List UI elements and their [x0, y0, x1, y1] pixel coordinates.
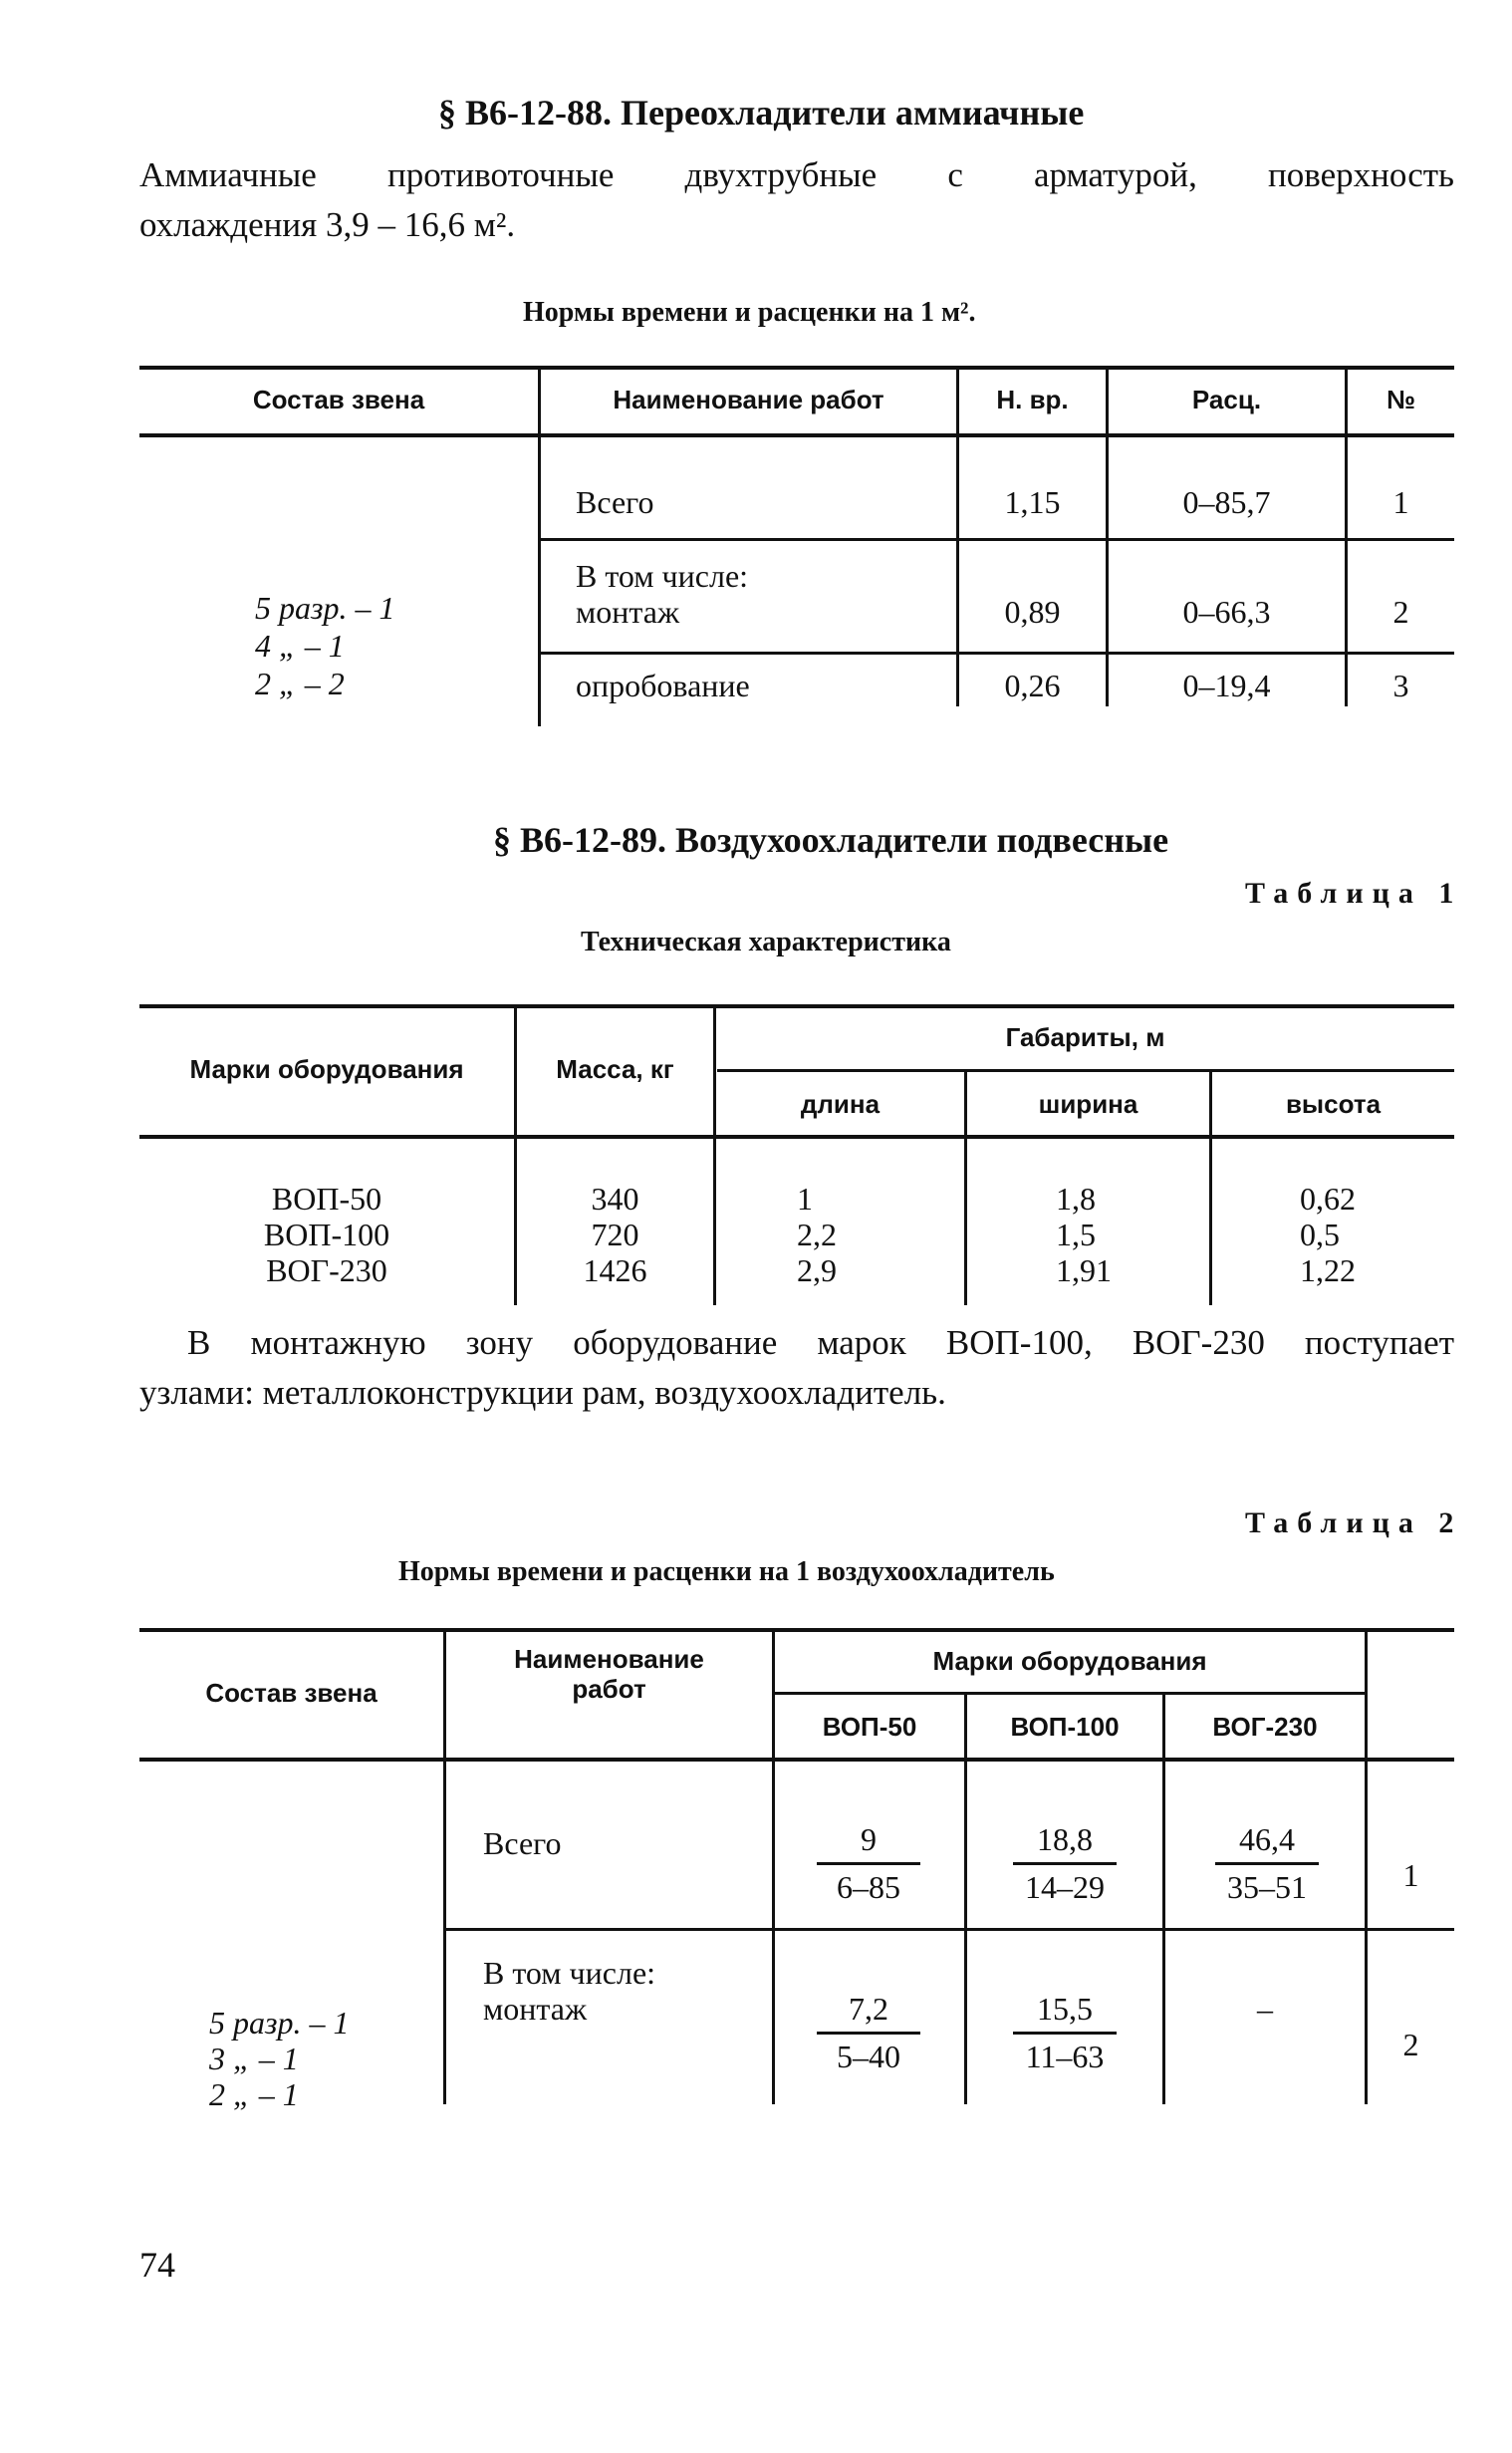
- t2-nvr: 9: [861, 1821, 877, 1857]
- t1-shirina: 1,91: [1056, 1252, 1112, 1288]
- table-header-rule: [139, 1135, 1454, 1139]
- intro-line-1: Аммиачные противоточные двухтрубные с арматурой, поверхность: [139, 155, 1454, 194]
- fraction-bar: [1215, 1862, 1319, 1865]
- table-caption-2: Техническая характеристика: [581, 927, 951, 957]
- t2-fraction: [817, 1821, 920, 1906]
- row-divider: [443, 1928, 1454, 1931]
- header-no: №: [1386, 385, 1415, 414]
- header-gabarity: Габариты, м: [1005, 1022, 1165, 1052]
- row-name: Всего: [576, 484, 654, 520]
- header-vysota: высота: [1285, 1089, 1382, 1119]
- table-label-1: Таблица 1: [1245, 877, 1463, 910]
- t2-rasc: 6–85: [837, 1869, 900, 1905]
- row-nvr: 0,26: [1004, 668, 1061, 703]
- t1-dlina: 1: [797, 1181, 813, 1217]
- col-divider: [1345, 368, 1348, 706]
- header-dlina: длина: [800, 1089, 881, 1119]
- t2-row-no: 2: [1402, 2027, 1419, 2062]
- t1-marka: ВОП-100: [263, 1217, 390, 1252]
- row-rasc: 0–85,7: [1182, 484, 1271, 520]
- table-label-2: Таблица 2: [1245, 1506, 1463, 1539]
- col-divider: [538, 368, 541, 726]
- t1-massa: 720: [591, 1217, 639, 1252]
- row-rasc: 0–66,3: [1182, 594, 1271, 630]
- header-naim: Наименование: [514, 1644, 704, 1674]
- row-divider: [772, 1692, 1365, 1695]
- t2-rasc: 14–29: [1025, 1869, 1105, 1905]
- t1-vysota: 0,5: [1300, 1217, 1340, 1252]
- col-divider: [772, 1630, 775, 2104]
- header-marka: Марки оборудования: [189, 1054, 464, 1084]
- row-nvr: 1,15: [1004, 484, 1061, 520]
- section-title-2: § В6-12-89. Воздухоохладители подвесные: [493, 820, 1169, 860]
- col-divider: [964, 1694, 967, 2104]
- t1-dlina: 2,2: [797, 1217, 837, 1252]
- header-marki: Марки оборудования: [932, 1646, 1207, 1676]
- header-rasc: Расц.: [1191, 385, 1262, 414]
- row-name: монтаж: [576, 594, 680, 630]
- t1-marka: ВОП-50: [271, 1181, 382, 1217]
- col-divider: [1162, 1694, 1165, 2104]
- t2-fraction: [1215, 1821, 1319, 1906]
- table-caption-1: Нормы времени и расценки на 1 м².: [523, 297, 976, 328]
- t1-massa: 340: [591, 1181, 639, 1217]
- fraction-bar: [817, 2032, 920, 2035]
- t2-fraction: [1013, 1991, 1117, 2075]
- table-top-rule: [139, 1004, 1454, 1008]
- header-nvr: Н. вр.: [996, 385, 1069, 414]
- crew-line: 2 „ – 2: [255, 666, 345, 701]
- header-naim-2: работ: [572, 1674, 646, 1704]
- header-shirina: ширина: [1038, 1089, 1138, 1119]
- header-m2: ВОП-100: [1010, 1712, 1120, 1742]
- row-no: 2: [1392, 594, 1409, 630]
- crew-line: 5 разр. – 1: [255, 590, 395, 626]
- header-sostav: Состав звена: [205, 1678, 378, 1708]
- t2-row-name: монтаж: [483, 1991, 588, 2027]
- crew-line: 4 „ – 1: [255, 628, 345, 664]
- header-sostav: Состав звена: [252, 385, 425, 414]
- row-divider: [717, 1069, 1454, 1072]
- row-divider: [538, 652, 1454, 655]
- note-line-1: В монтажную зону оборудование марок ВОП-100, ВОГ-230 поступает: [187, 1323, 1454, 1362]
- header-naim: Наименование работ: [613, 385, 884, 414]
- table-top-rule: [139, 366, 1454, 370]
- section-title-1: § В6-12-88. Переохладители аммиачные: [438, 93, 1085, 133]
- crew-line: 2 „ – 1: [209, 2076, 299, 2112]
- t2-nvr: 7,2: [849, 1991, 888, 2027]
- page-number: 74: [139, 2245, 175, 2285]
- row-no: 1: [1392, 484, 1409, 520]
- t1-vysota: 1,22: [1300, 1252, 1356, 1288]
- t2-fraction: [1013, 1821, 1117, 1906]
- row-rasc: 0–19,4: [1182, 668, 1271, 703]
- header-m3: ВОГ-230: [1212, 1712, 1318, 1742]
- crew-line: 5 разр. – 1: [209, 2005, 350, 2041]
- t2-fraction: [817, 1991, 920, 2075]
- t1-shirina: 1,5: [1056, 1217, 1096, 1252]
- fraction-bar: [1013, 2032, 1117, 2035]
- col-divider: [1106, 368, 1109, 706]
- header-m1: ВОП-50: [822, 1712, 917, 1742]
- row-divider: [538, 538, 1454, 541]
- table-header-rule: [139, 433, 1454, 437]
- row-no: 3: [1392, 668, 1409, 703]
- note-line-2: узлами: металлоконструкции рам, воздухоохладитель.: [139, 1373, 946, 1412]
- t2-nvr: 46,4: [1239, 1821, 1295, 1857]
- t2-row-no: 1: [1402, 1857, 1419, 1893]
- table-header-rule: [139, 1758, 1454, 1762]
- row-nvr: 0,89: [1004, 594, 1061, 630]
- t2-nvr: 15,5: [1037, 1991, 1093, 2027]
- t1-vysota: 0,62: [1300, 1181, 1356, 1217]
- row-name-prefix: В том числе:: [576, 558, 749, 594]
- fraction-bar: [817, 1862, 920, 1865]
- col-divider: [956, 368, 959, 706]
- header-massa: Масса, кг: [556, 1054, 674, 1084]
- crew-line: 3 „ – 1: [209, 2041, 299, 2076]
- t2-rasc: 35–51: [1227, 1869, 1307, 1905]
- t2-rasc: 5–40: [837, 2039, 900, 2074]
- fraction-bar: [1013, 1862, 1117, 1865]
- t2-rasc: 11–63: [1025, 2039, 1105, 2074]
- t1-dlina: 2,9: [797, 1252, 837, 1288]
- row-name: опробование: [576, 668, 750, 703]
- t2-row-name: Всего: [483, 1825, 562, 1861]
- t2-row-name-prefix: В том числе:: [483, 1955, 656, 1991]
- table-top-rule: [139, 1628, 1454, 1632]
- table-caption-3: Нормы времени и расценки на 1 воздухоохладитель: [398, 1556, 1055, 1587]
- t1-shirina: 1,8: [1056, 1181, 1096, 1217]
- t1-marka: ВОГ-230: [266, 1252, 387, 1288]
- t2-nvr: 18,8: [1037, 1821, 1093, 1857]
- t2-dash: –: [1257, 1991, 1273, 2027]
- intro-line-2: охлаждения 3,9 – 16,6 м².: [139, 205, 516, 244]
- t1-massa: 1426: [583, 1252, 647, 1288]
